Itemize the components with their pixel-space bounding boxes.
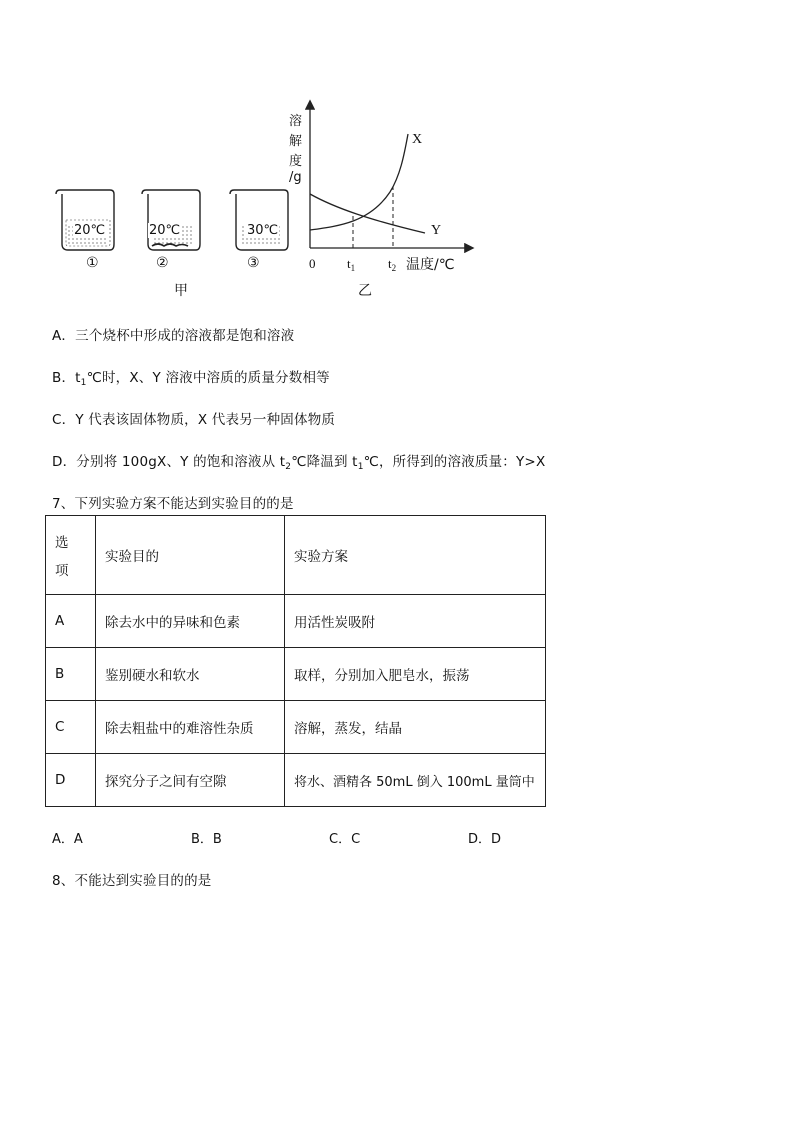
row-goal: 除去水中的异味和色素 (96, 595, 285, 648)
q6-option-d-sub1: 2 (285, 462, 292, 472)
beaker-2 (142, 190, 200, 250)
y-axis-char-3: 度 (289, 154, 303, 169)
header-option (46, 516, 96, 595)
choice-c[interactable]: C．C (329, 832, 361, 847)
table-row (46, 648, 546, 701)
t1-label-sub: 1 (350, 263, 356, 273)
row-option: C (46, 701, 96, 754)
beaker-3-temp: 30℃ (247, 223, 279, 238)
y-axis-char-2: 解 (289, 134, 303, 149)
table-row (46, 595, 546, 648)
beakers-figure (48, 186, 298, 296)
q7-question: 7、下列实验方案不能达到实验目的的是 (52, 496, 294, 512)
row-option: D (46, 754, 96, 807)
choice-b[interactable]: B．B (191, 832, 222, 847)
row-plan: 将水、酒精各 50mL 倒入 100mL 量筒中 (285, 754, 546, 807)
beaker-3-number: ③ (247, 255, 260, 271)
solubility-graph (300, 96, 480, 256)
choice-a[interactable]: A．A (52, 832, 83, 847)
q6-option-a: A．三个烧杯中形成的溶液都是饱和溶液 (52, 328, 295, 344)
q6-option-d-suffix: ℃，所得到的溶液质量：Y>X (363, 454, 546, 470)
origin-label: 0 (309, 256, 316, 271)
choice-d[interactable]: D．D (468, 832, 502, 847)
t2-label (388, 256, 396, 273)
curve-x-label: X (412, 132, 423, 147)
beaker-1-number: ① (86, 255, 99, 271)
row-option: A (46, 595, 96, 648)
header-option-line1: 选 (55, 535, 69, 551)
x-axis-label: 温度/℃ (406, 257, 455, 273)
row-plan: 溶解，蒸发，结晶 (285, 701, 546, 754)
t1-label (347, 256, 355, 273)
q6-option-b (52, 366, 330, 388)
q6-option-c: C．Y 代表该固体物质，X 代表另一种固体物质 (52, 412, 336, 428)
q6-option-b-prefix: B．t (52, 370, 81, 386)
header-goal: 实验目的 (96, 516, 285, 595)
q6-option-d (52, 450, 545, 472)
row-option: B (46, 648, 96, 701)
curve-y-label: Y (431, 223, 442, 238)
beaker-1-temp: 20℃ (74, 223, 106, 238)
q6-option-d-sub2: 1 (357, 462, 364, 472)
row-goal: 鉴别硬水和软水 (96, 648, 285, 701)
beaker-2-temp: 20℃ (149, 223, 181, 238)
beaker-2-number: ② (156, 255, 169, 271)
t2-label-main: t (388, 256, 392, 271)
header-plan: 实验方案 (285, 516, 546, 595)
q6-option-b-sub: 1 (80, 378, 87, 388)
q7-table (45, 515, 546, 807)
q6-option-d-mid: ℃降温到 t (291, 454, 358, 470)
row-plan: 取样，分别加入肥皂水，振荡 (285, 648, 546, 701)
row-goal: 探究分子之间有空隙 (96, 754, 285, 807)
row-goal: 除去粗盐中的难溶性杂质 (96, 701, 285, 754)
label-jia: 甲 (174, 283, 188, 299)
y-axis-char-1: 溶 (289, 114, 303, 129)
beaker-3 (230, 190, 288, 250)
header-option-line2: 项 (55, 563, 69, 579)
t1-label-main: t (347, 256, 351, 271)
label-yi: 乙 (358, 283, 372, 299)
table-header-row (46, 516, 546, 595)
q6-option-b-suffix: ℃时，X、Y 溶液中溶质的质量分数相等 (86, 370, 330, 386)
q8-question: 8、不能达到实验目的的是 (52, 873, 212, 889)
table-row (46, 701, 546, 754)
y-axis-char-4: /g (289, 170, 302, 185)
t2-label-sub: 2 (391, 263, 397, 273)
q6-option-d-prefix: D．分别将 100gX、Y 的饱和溶液从 t (52, 454, 286, 470)
row-plan: 用活性炭吸附 (285, 595, 546, 648)
beaker-1 (56, 190, 114, 250)
table-row (46, 754, 546, 807)
